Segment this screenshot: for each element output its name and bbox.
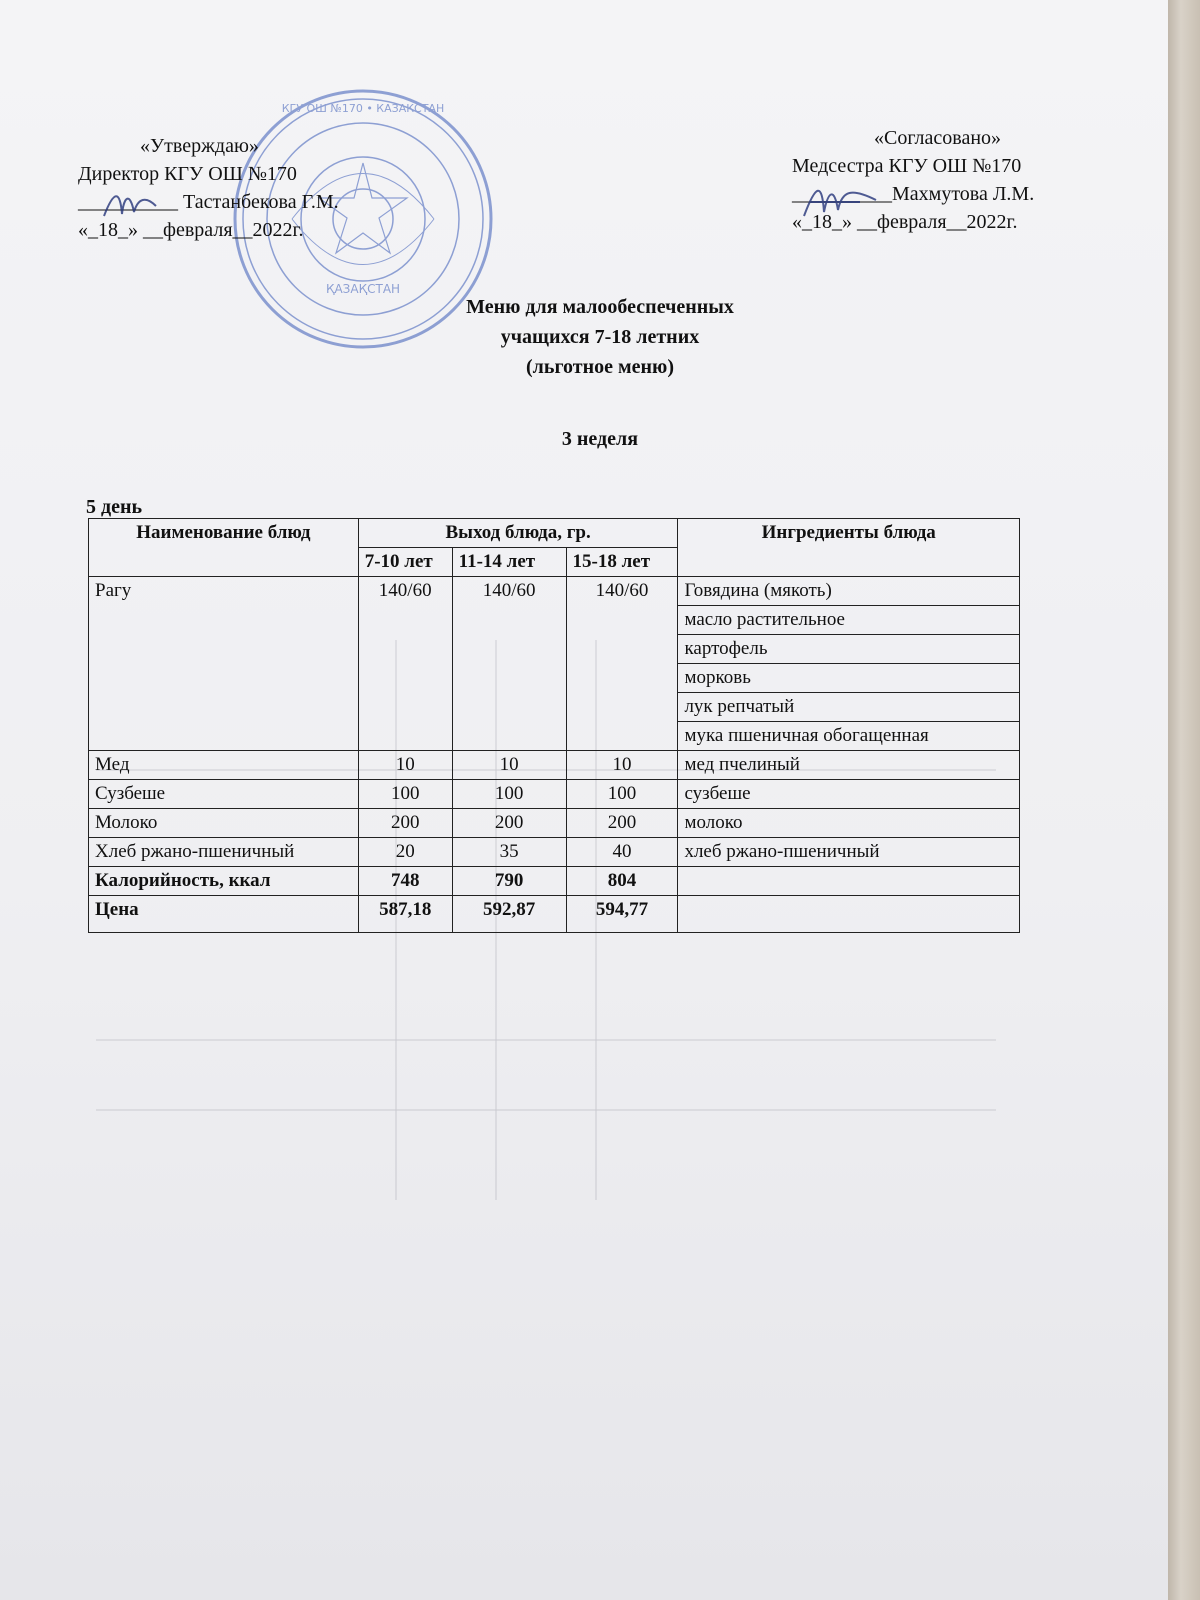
dish-name: Мед	[89, 751, 359, 780]
header-output: Выход блюда, гр.	[358, 519, 678, 548]
table-row	[89, 809, 1020, 838]
output-11-14: 140/60	[452, 577, 566, 751]
header-dish: Наименование блюд	[89, 519, 359, 577]
ingredient: морковь	[678, 664, 1020, 693]
dish-name: Хлеб ржано-пшеничный	[89, 838, 359, 867]
director-signature	[100, 186, 160, 222]
ingredient: Говядина (мякоть)	[678, 577, 1020, 606]
output-7-10: 200	[358, 809, 452, 838]
calories-11-14: 790	[452, 867, 566, 896]
calories-label: Калорийность, ккал	[89, 867, 359, 896]
title-line-3: (льготное меню)	[526, 356, 674, 378]
dish-name: Сузбеше	[89, 780, 359, 809]
header-age-7-10: 7-10 лет	[358, 548, 452, 577]
ingredient: молоко	[678, 809, 1020, 838]
dish-name: Молоко	[89, 809, 359, 838]
menu-table	[88, 518, 1020, 933]
ingredient: сузбеше	[678, 780, 1020, 809]
output-11-14: 35	[452, 838, 566, 867]
week-label: 3 неделя	[561, 428, 639, 450]
title-line-1: Меню для малообеспеченных	[466, 296, 734, 318]
price-11-14: 592,87	[452, 896, 566, 933]
ingredient: лук репчатый	[678, 693, 1020, 722]
output-11-14: 100	[452, 780, 566, 809]
agreement-label: «Согласовано»	[874, 127, 1002, 149]
title-line-2: учащихся 7-18 летних	[500, 326, 700, 348]
output-11-14: 10	[452, 751, 566, 780]
agreement-date: «_18_» __февраля__2022г.	[792, 211, 1018, 233]
output-15-18: 40	[566, 838, 678, 867]
table-row	[89, 751, 1020, 780]
approval-label: «Утверждаю»	[140, 135, 259, 157]
header-age-15-18: 15-18 лет	[566, 548, 678, 577]
svg-text:КГУ ОШ №170 • КАЗАКСТАН: КГУ ОШ №170 • КАЗАКСТАН	[281, 102, 445, 115]
output-7-10: 100	[358, 780, 452, 809]
output-15-18: 200	[566, 809, 678, 838]
table-row	[89, 780, 1020, 809]
output-15-18: 10	[566, 751, 678, 780]
agreement-position: Медсестра КГУ ОШ №170	[792, 155, 1022, 177]
table-edge	[1168, 0, 1200, 1600]
ingredient: картофель	[678, 635, 1020, 664]
output-15-18: 140/60	[566, 577, 678, 751]
calories-15-18: 804	[566, 867, 678, 896]
table-header-row	[89, 519, 1020, 548]
output-7-10: 20	[358, 838, 452, 867]
approval-date: «_18_» __февраля__2022г.	[78, 219, 304, 241]
dish-name: Рагу	[89, 577, 359, 751]
ingredient: мед пчелиный	[678, 751, 1020, 780]
output-7-10: 140/60	[358, 577, 452, 751]
header-age-11-14: 11-14 лет	[452, 548, 566, 577]
calories-row	[89, 867, 1020, 896]
empty-cell	[678, 896, 1020, 933]
ingredient: хлеб ржано-пшеничный	[678, 838, 1020, 867]
output-7-10: 10	[358, 751, 452, 780]
ingredient: мука пшеничная обогащенная	[678, 722, 1020, 751]
nurse-signature	[800, 178, 880, 222]
day-label: 5 день	[86, 496, 143, 518]
page-title	[330, 292, 870, 382]
table-row	[89, 838, 1020, 867]
table-row	[89, 577, 1020, 606]
agreement-signature-line: __________Махмутова Л.М.	[792, 183, 1035, 205]
ingredient: масло растительное	[678, 606, 1020, 635]
calories-7-10: 748	[358, 867, 452, 896]
price-7-10: 587,18	[358, 896, 452, 933]
output-11-14: 200	[452, 809, 566, 838]
header-ingredients: Ингредиенты блюда	[678, 519, 1020, 577]
approval-position: Директор КГУ ОШ №170	[78, 163, 297, 185]
price-15-18: 594,77	[566, 896, 678, 933]
empty-cell	[678, 867, 1020, 896]
price-row	[89, 896, 1020, 933]
svg-text:ҚАЗАҚСТАН: ҚАЗАҚСТАН	[325, 282, 401, 296]
price-label: Цена	[89, 896, 359, 933]
approval-signature-line: __________ Тастанбекова Г.М.	[78, 191, 339, 213]
output-15-18: 100	[566, 780, 678, 809]
